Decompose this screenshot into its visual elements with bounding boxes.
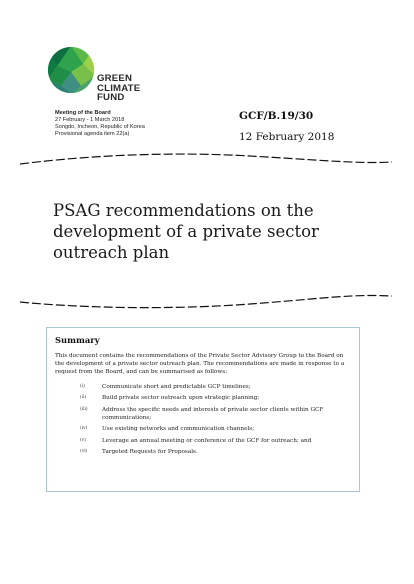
list-item-number: (i): [80, 383, 85, 389]
gcf-logo: [47, 46, 167, 116]
list-item-number: (vi): [80, 449, 88, 455]
logo-line-fund: FUND: [97, 92, 125, 103]
list-item-text: Targeted Requests for Proposals.: [102, 449, 198, 456]
meeting-dates: 27 February - 1 March 2018: [55, 117, 125, 123]
list-item-number: (iv): [80, 426, 88, 432]
list-item-text: Address the specific needs and interests of private sector clients within GCF communications;: [102, 406, 324, 421]
gcf-logo-globe-icon: [47, 46, 95, 94]
list-item-text: Build private sector outreach upon strategic planning;: [102, 395, 260, 402]
summary-box: [46, 327, 360, 492]
list-item: [55, 448, 351, 456]
gcf-logo-wordmark: [97, 74, 140, 103]
summary-intro: This document contains the recommendations of the Private Sector Advisory Group to the Board on the development of a private sector outreach plan. The recommendations are made in response to a request from the Board, and can be summarised as follows:: [55, 353, 345, 376]
list-item-text: Communicate short and predictable GCP timelines;: [102, 383, 251, 390]
list-item: [55, 383, 351, 391]
document-title: PSAG recommendations on the development of a private sector outreach plan: [53, 201, 319, 262]
recommendation-list: [55, 383, 351, 457]
summary-heading: Summary: [55, 335, 100, 345]
logo-line-climate: CLIMATE: [97, 82, 141, 94]
list-item: [55, 437, 351, 445]
logo-line-green: GREEN: [97, 73, 133, 84]
list-item-number: (v): [80, 437, 86, 443]
wave-divider-top: [20, 150, 392, 170]
list-item: [55, 394, 351, 402]
meeting-info: [55, 110, 225, 138]
list-item: [55, 406, 351, 422]
list-item: [55, 425, 351, 433]
list-item-text: Use existing networks and communication channels;: [102, 426, 255, 433]
meeting-heading: Meeting of the Board: [55, 110, 111, 116]
meeting-location: Songdo, Incheon, Republic of Korea: [55, 124, 145, 130]
document-id: GCF/B.19/30: [239, 110, 314, 122]
list-item-number: (ii): [80, 395, 87, 401]
list-item-number: (iii): [80, 406, 88, 412]
wave-divider-bottom: [20, 292, 392, 312]
list-item-text: Leverage an annual meeting or conference of the GCF for outreach; and: [102, 437, 312, 444]
document-date: 12 February 2018: [239, 131, 335, 143]
meeting-agenda: Provisional agenda item 22(a): [55, 131, 130, 137]
